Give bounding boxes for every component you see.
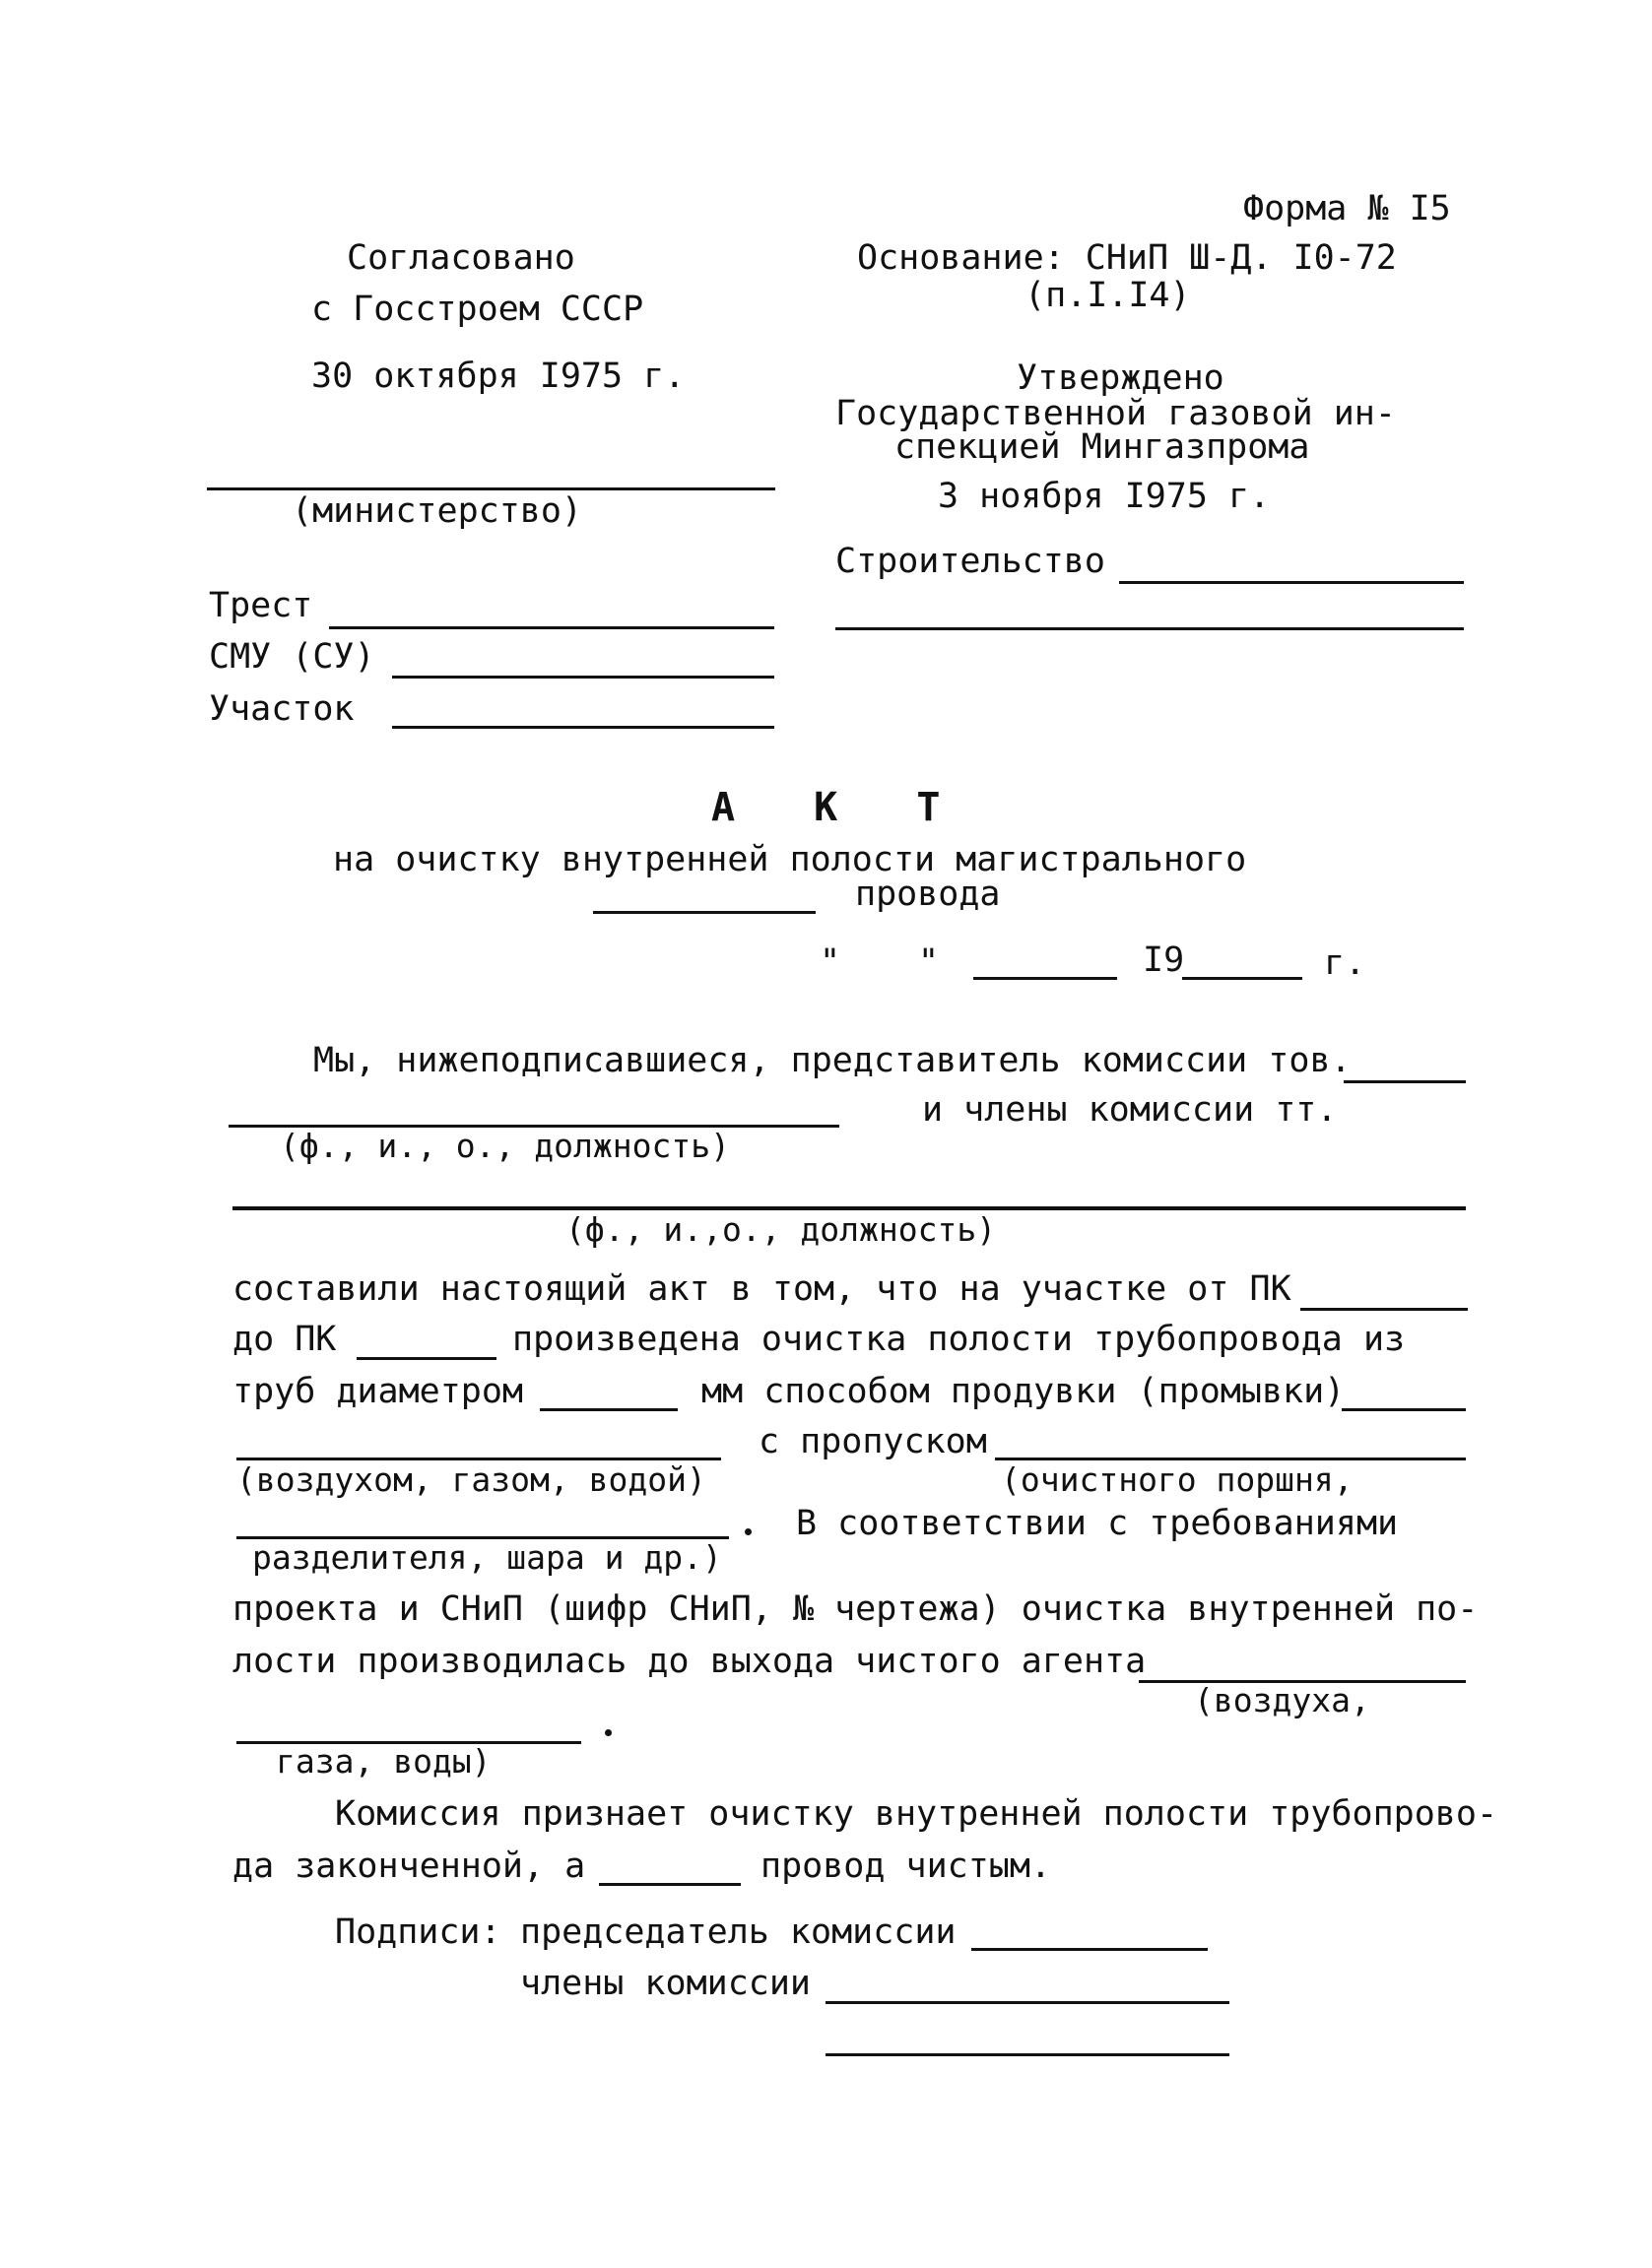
section-line [392,726,774,729]
basis-line-1: Основание: СНиП Ш-Д. I0-72 [857,238,1397,278]
smu-line [392,676,774,679]
members-label: члены комиссии [520,1964,812,2003]
p3-line-b2: провод чистым. [760,1847,1052,1886]
approved-line-2: Государственной газовой ин- [835,394,1396,433]
caption-fio-2: (ф., и.,о., должность) [565,1210,997,1249]
ministry-line [207,487,775,490]
ministry-caption: (министерство) [292,491,583,531]
construction-line-1 [1119,581,1464,584]
date-quote-close: " [918,942,940,982]
agreed-line-1: Согласовано [347,238,575,278]
p2-line-b2: произведена очистка полости трубопровода из [512,1320,1406,1359]
caption-separator: разделителя, шара и др.) [252,1538,722,1577]
p1-line-a: Мы, нижеподписавшиеся, представитель комиссии тов. [313,1041,1352,1080]
p3-line-b1: да законченной, а [232,1847,586,1886]
period-dot-1 [745,1528,752,1535]
diameter-line [540,1408,678,1411]
p1-line-b: и члены комиссии тт. [922,1090,1338,1130]
p2-line-f: проекта и СНиП (шифр СНиП, № чертежа) очистка внутренней по- [232,1589,1479,1629]
title-blank [593,911,816,914]
pk-to-line [357,1357,496,1360]
p2-line-b1: до ПК [232,1320,337,1359]
chairman-signature-line [971,1948,1208,1951]
p1-rep-line [1344,1080,1466,1083]
date-g: г. [1324,943,1366,983]
pipeline-type-line [599,1883,741,1886]
period-dot-2 [605,1729,612,1736]
date-month-line [973,977,1117,980]
p3-line-a: Комиссия признает очистку внутренней полости трубопрово- [335,1794,1498,1834]
p2-line-c1: труб диаметром [232,1372,524,1411]
construction-label: Строительство [835,542,1105,581]
member-signature-line-1 [826,2001,1229,2004]
trust-label: Трест [209,586,313,625]
trust-line [329,626,774,629]
caption-gas: газа, воды) [276,1742,492,1781]
agreed-date: 30 октября I975 г. [311,356,686,396]
p2-line-g: лости производилась до выхода чистого агента [232,1642,1147,1681]
member-signature-line-2 [826,2053,1229,2056]
agreed-line-2: с Госстроем СССР [311,290,644,329]
approved-line-1: Утверждено [1017,358,1224,398]
p2-line-d: с пропуском [759,1422,987,1461]
pk-from-line [1300,1308,1468,1311]
date-quote-open: " [820,942,841,982]
date-year: I9 [1143,940,1185,980]
p2-line-a: составили настоящий акт в том, что на участке от ПК [232,1269,1291,1309]
form-number: Форма № I5 [1243,189,1451,228]
approved-date: 3 ноября I975 г. [938,477,1271,516]
p2-line-c2: мм способом продувки (промывки) [701,1372,1346,1411]
title-line-2: провода [855,875,1001,914]
caption-agent: (воздухом, газом, водой) [236,1460,706,1499]
title-line-1: на очистку внутренней полости магистрального [333,840,1247,879]
chairman-label: председатель комиссии [520,1912,957,1952]
approved-line-3: спекцией Мингазпрома [894,427,1310,467]
caption-fio-1: (ф., и., о., должность) [280,1127,730,1165]
p2-line-e: В соответствии с требованиями [796,1504,1399,1543]
caption-piston: (очистного поршня, [1001,1460,1354,1499]
act-title: А К Т [711,785,968,830]
smu-label: СМУ (СУ) [209,637,375,677]
caption-air: (воздуха, [1194,1681,1370,1719]
basis-line-2: (п.I.I4) [1024,276,1191,315]
construction-line-2 [835,627,1464,630]
date-year-line [1182,977,1302,980]
signatures-label: Подписи: [335,1912,501,1952]
blow-method-line [1342,1408,1466,1411]
section-label: Участок [209,689,355,729]
